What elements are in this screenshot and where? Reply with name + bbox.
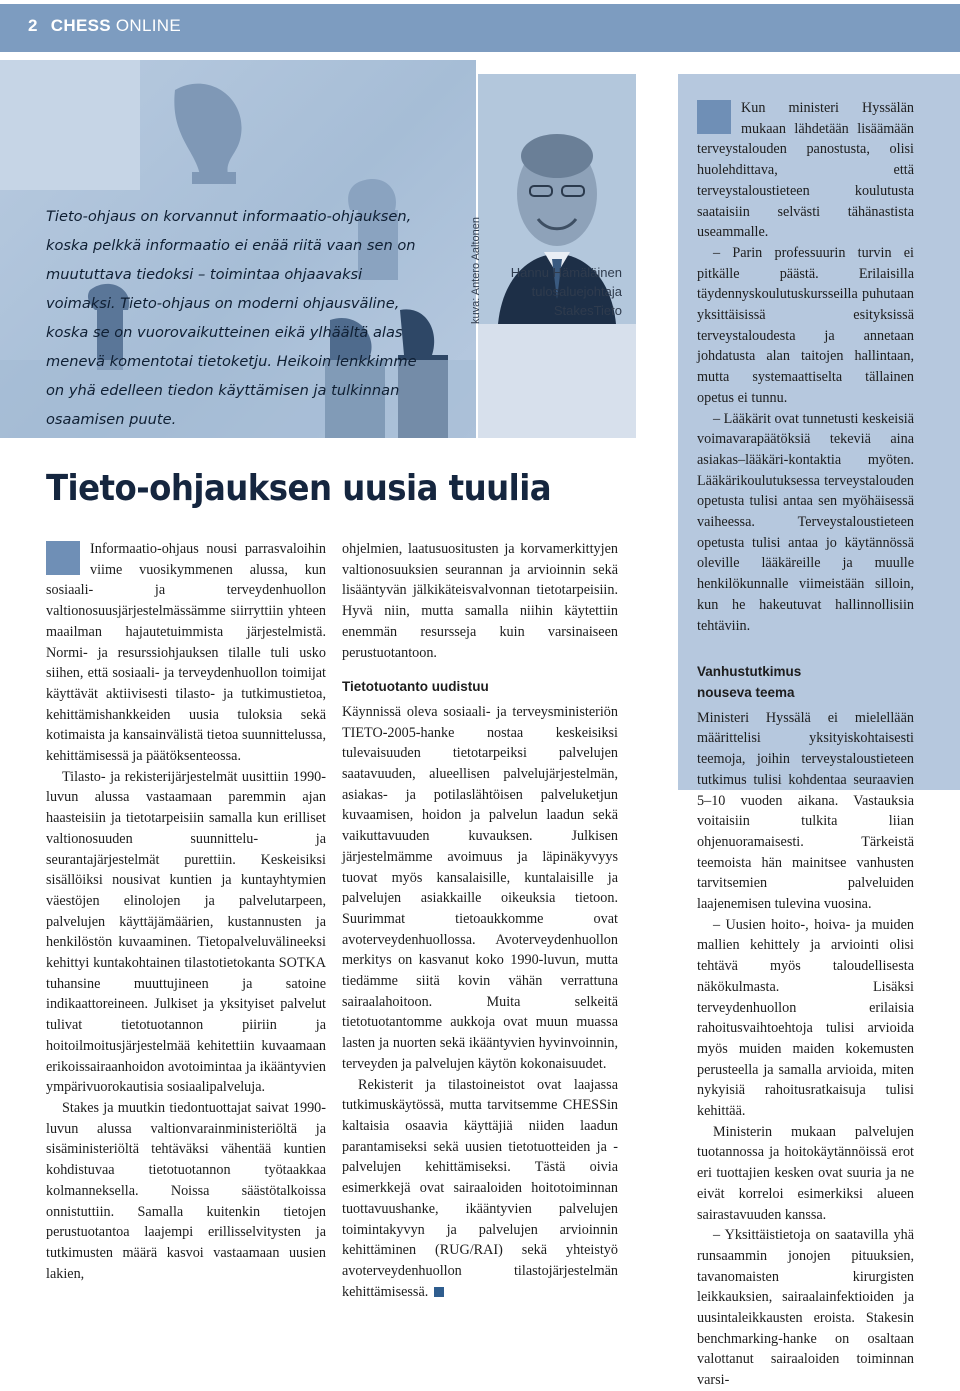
- publication-name-b: ONLINE: [115, 16, 181, 35]
- col2-paragraph-3-text: Rekisterit ja tilastoineistot ovat laajassa tutkimuskäytössä, mutta tarvitsemme CHESSin kaltaisia osaavia käyttäjiä niiden laadun parantamiseksi sekä uusien tietotuotteiden ja -palvelujen kehittämiseksi. Tästä oivia esimerkkejä ovat sairaaloiden hoitotoiminnan tuottavuushanke, ikääntyvien palvelujen toimintakyvyn ja palvelujen arvioinnin kehittäminen (RUG/RAI) sekä yhteistyö avoterveydenhuollon tilastojärjestelmän kehittämisessä.: [342, 1076, 618, 1300]
- col1-paragraph-2: Tilasto- ja rekisterijärjestelmät uusittiin 1990-luvun alussa vastaamaan paremmin ajan haasteisiin ja tietotarpeisiin samalla kun erilliset valtionosuuden suunnittelu- ja seurantajärjestelmät purettiin. Keskeisiksi sisällöiksi nousivat kuntien ja kuntayhtymien väestöjen elinolojen ja palvelutarpeen, palvelujen käyttäjämäärien, kustannusten ja henkilöstön kuvaaminen. Tietopalveluvälineeksi kehittyi kuntakohtainen tilastotietokanta SOTKA tuhansine muuttujineen ja satoine indikaattoreineen. Julkiset ja yksityiset palvelut tulivat tietotuotannon piiriin ja hoitoilmoitusjärjestelmää kehitettiin kuvaamaan erikoissairaanhoidon avotoimintaa ja ikääntyvien ympärivuorokautisia sosiaalipalveluja.: [46, 768, 326, 1096]
- column-2: [342, 539, 618, 1302]
- caption-org: StakesTieto: [553, 303, 622, 318]
- col2-paragraph-1: ohjelmien, laatusuositusten ja korvamerkittyjen valtionosuuksien seurannan ja arvioinnin sekä lisääntyvän jälkikäteisvalvonnan tietotarpeisiin. Hyvä niin, mutta samalla niihin käytettiin enemmän resursseja kuin varsinaiseen perustuotantoon.: [342, 541, 618, 661]
- caption-name: Hannu Hämäläinen: [510, 265, 622, 280]
- photo-caption: [482, 263, 622, 320]
- drop-square-marker: [46, 541, 80, 575]
- col2-subheading: Tietotuotanto uudistuu: [342, 679, 489, 695]
- running-head: [28, 16, 181, 36]
- col2-paragraph-3: [342, 1075, 618, 1303]
- portrait-panel: [470, 74, 636, 438]
- col3-paragraph-1: [697, 98, 914, 243]
- article-title: Tieto-ohjauksen uusia tuulia: [46, 468, 552, 509]
- col3-paragraph-3: – Lääkärit ovat tunnetusti keskeisiä voimavarapäätöksiä tekeviä aina asiakas–lääkäri-kontaktia myöten. Lääkärikoulutuksessa terveystalouden opetusta tulisi antaa sen myöhäisessä vaiheessa. Terveystaloustieteen opetusta tulisi antaa jo käytännössä oleville lääkäreille ja muulle henkilökunnalle viimeistään silloin, kun he hakeutuvat hallinnollisiin tehtäviin.: [697, 410, 914, 634]
- col2-paragraph-2: Käynnissä oleva sosiaali- ja terveysministeriön TIETO-2005-hanke nostaa keskeisiksi tulevaisuuden tietotarpeiksi palvelujen saatavuuden, alueellisen palvelujärjestelmän, asiakas- ja potilaslähtöisen palveluketjun kuvaamisen, hoidon ja palvelun laadun sekä vaikuttavuuden kuvauksen. Julkisen järjestelmämme avoimuus ja läpinäkyvyys tuovat myös kansalaisille, kuntalaisille ja palvelujen asiakkaille oikeuksia tietoon. Suurimmat tietoaukkomme ovat avoterveydenhuollossa. Avoterveydenhuollon merkitys on kasvanut koko 1990-luvun, mutta tiedämme siitä kovin vähän verrattuna sairaalahoitoon. Muita selkeitä tietotuotantomme aukkoja ovat muun muassa lasten ja nuorten sekä ikääntyvien hyvinvoinnin, terveyden ja palvelujen käytön kokonaisuudet.: [342, 703, 618, 1072]
- drop-square-marker: [697, 100, 731, 134]
- col1-paragraph-1-text: Informaatio-ohjaus nousi parrasvaloihin viime vuosikymmenen alussa, kun sosiaali- ja terveydenhuollon valtionosuusjärjestelmässämme siirryttiin yhteen maailman hajautetuimmista järjestelmistä. Normi- ja resurssiohjauksen tilalle tuli usko siihen, että sosiaali- ja terveydenhuollon toimijat käyttävät aktiivisesti tilasto- ja tutkimustietoa, kehittämishankkeiden uusia tuloksia sekä kotimaista ja kansainvälistä tietoa suunnittelussa, kehittämisessä ja päätöksenteossa.: [46, 541, 326, 765]
- col3-subheading-line-2: nouseva teema: [697, 684, 795, 700]
- end-of-article-marker: [434, 1287, 444, 1297]
- caption-role: tulosaluejohtaja: [531, 284, 622, 299]
- col3-subheading-line-1: Vanhustutkimus: [697, 664, 802, 680]
- photo-credit: kuva: Antero Aaltonen: [470, 216, 482, 324]
- col3-paragraph-2: – Parin professuurin turvin ei pitkälle päästä. Erilaisilla täydennyskoulutuskursseilla puhutaan yksittäisissä esityksissä terveystaloudesta ja annetaan johdatusta alan taitojen hallintaan, mutta systemaattiselta tällainen opetus ei tunnu.: [697, 244, 914, 406]
- publication-name-a: CHESS: [50, 16, 111, 35]
- page-number: 2: [28, 16, 38, 35]
- col1-paragraph-1: [46, 539, 326, 767]
- pull-quote: Tieto-ohjaus on korvannut informaatio-ohjauksen, koska pelkkä informaatio ei enää riitä vaan sen on muututtava tiedoksi – toimintaa ohjaavaksi voimaksi. Tieto-ohjaus on moderni ohjausväline, koska se on vuorovaikutteinen eikä ylhäältä alas menevä komentotai tietoketju. Heikoin lenkkimme on yhä edelleen tiedon käyttämisen ja tulkinnan osaamisen puute.: [46, 208, 417, 428]
- col3-paragraph-1-text: Kun ministeri Hyssälän mukaan lähdetään lisäämään terveystalouden panostusta, olisi huolehdittava, että terveystaloustieteen koulutusta saataisiin selvästi tähänastista useammalle.: [697, 100, 914, 241]
- page-header: [0, 0, 960, 55]
- column-3: [697, 98, 914, 1391]
- col3-paragraph-4: Ministeri Hyssälä ei mielellään määrittelisi yksityiskohtaisesti teemoja, joihin terveystaloustieteen tutkimus tulisi kohdentaa seuraavien 5–10 vuoden aikana. Vastauksia voitaisiin tulkita liian ohjenuoramaisesti. Tärkeistä teemoista hän mainitsee vanhusten tarvitsemien palveluiden laajenemisen tulevina vuosina.: [697, 709, 914, 913]
- col3-paragraph-5: – Uusien hoito-, hoiva- ja muiden mallien kehittely ja arviointi olisi tehtävä myös taloudellisesta näkökulmasta. Lisäksi terveydenhuollon erilaisia rahoitusvaihtoehtoja tulisi arvioida myös muiden maiden kokemusten perusteella ja samalla arvioida, miten nykyisiä rahoitusratkaisuja tulisi kehittää.: [697, 916, 914, 1120]
- col3-paragraph-7: – Yksittäistietoja on saatavilla yhä runsaammin jonojen pituuksien, tavanomaisten kirurgisten leikkauksien, sairaalainfektioiden ja uusintaleikkausten eroista. Stakesin benchmarking-hanke on osaltaan valottanut sairaaloiden toiminnan varsi-: [697, 1227, 914, 1389]
- column-1: [46, 539, 326, 1284]
- col1-paragraph-3: Stakes ja muutkin tiedontuottajat saivat 1990-luvun alussa valtionvarainministeriöltä ja sisäministeriöltä tehtäväksi vähentää kuntien kohdistuvaa tietotuotannon työtaakkaa kolmanneksella. Noissa säästötalkoissa onnistuttiin. Samalla kuitenkin tietojen perustuotantoa laajempi erillisselvitysten ja tutkimusten määrä kasvoi vastaamaan uusien lakien,: [46, 1099, 326, 1282]
- col3-paragraph-6: Ministerin mukaan palvelujen tuotannossa ja hoitokäytännöissä erot eri tuottajien kesken ovat suuria ja ne eivät korreloi esimerkiksi alueen sairastavuuden kanssa.: [697, 1123, 914, 1223]
